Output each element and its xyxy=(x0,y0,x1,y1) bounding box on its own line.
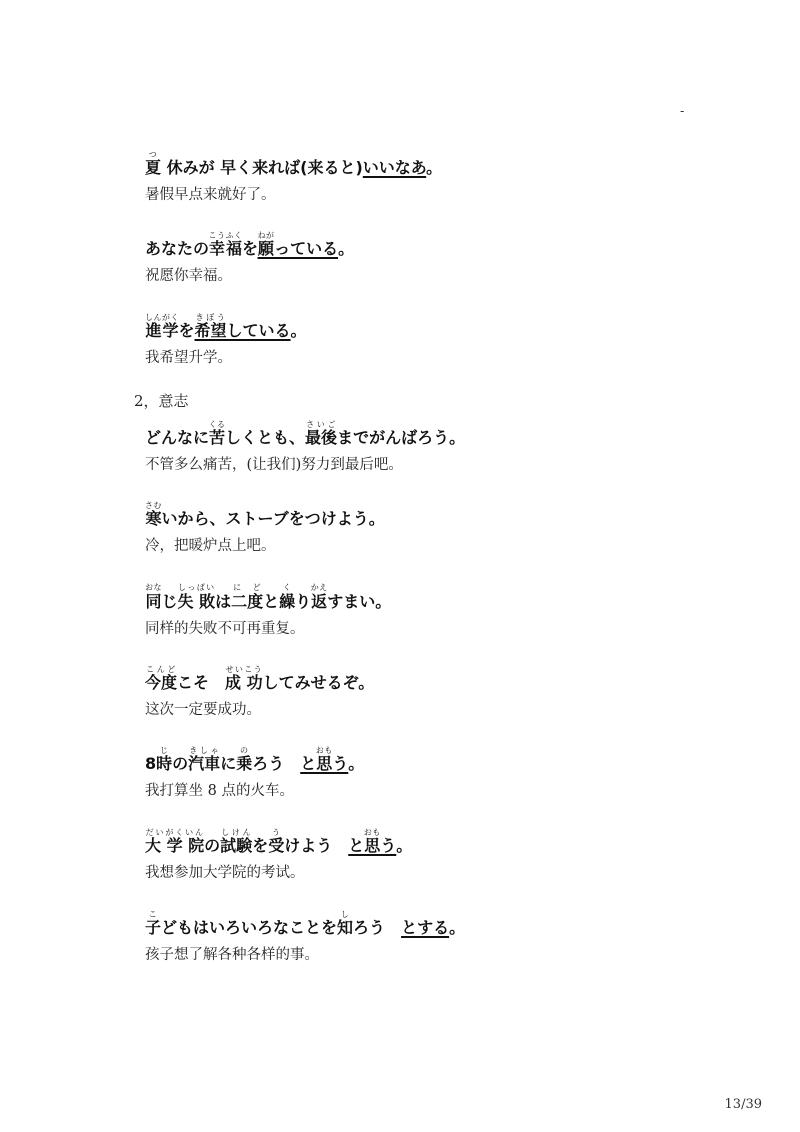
sentence-text: を xyxy=(242,239,259,258)
kanji-with-furigana: 今度こんど xyxy=(145,665,178,692)
sentence-text: の xyxy=(204,836,221,855)
chinese-translation: 我想参加大学院的考试。 xyxy=(145,865,305,881)
furigana-reading: しっぱい xyxy=(177,583,216,592)
furigana-reading: こ xyxy=(145,910,161,919)
sentence-text: こそ xyxy=(177,673,226,692)
furigana-reading: さいご xyxy=(305,420,338,429)
japanese-sentence xyxy=(145,583,745,610)
underlined-grammar-point: っている xyxy=(274,239,339,258)
underlined-grammar-point: う xyxy=(332,754,349,773)
page-number: 13/39 xyxy=(724,1097,762,1112)
furigana-reading: かえ xyxy=(310,583,328,592)
sentence-text: してみせるぞ。 xyxy=(262,673,375,692)
underlined-grammar-point: と xyxy=(348,836,365,855)
japanese-sentence xyxy=(145,665,745,691)
kanji-with-furigana: 繰く xyxy=(279,583,296,611)
sentence-text: 。 xyxy=(348,754,365,773)
chinese-translation: 冷，把暖炉点上吧。 xyxy=(145,538,276,554)
sentence-text: 。 xyxy=(338,239,355,258)
japanese-sentence xyxy=(145,420,745,446)
furigana-reading: きぼう xyxy=(194,313,227,322)
underlined-grammar-point: と xyxy=(300,754,317,773)
kanji-with-furigana: 夏つ xyxy=(145,150,162,177)
furigana-reading: おも xyxy=(363,828,381,837)
japanese-sentence xyxy=(145,231,745,257)
example-sentence xyxy=(145,501,745,554)
kanji-with-furigana: 大 学 院だいがくいん xyxy=(145,828,205,855)
kanji-with-furigana: 思おも xyxy=(315,746,333,773)
kanji-with-furigana: 寒さむ xyxy=(145,501,162,528)
sentence-text: いから、ストーブをつけよう。 xyxy=(161,509,385,528)
kanji-with-furigana: 乗の xyxy=(236,746,253,773)
kanji-with-furigana: 知し xyxy=(337,910,354,937)
underlined-grammar-point: とする xyxy=(401,918,450,937)
kanji-with-furigana: 苦くる xyxy=(208,420,226,447)
chinese-translation: 这次一定要成功。 xyxy=(145,702,261,718)
sentence-text: あなたの xyxy=(145,239,210,258)
example-sentence xyxy=(145,231,745,284)
kanji-with-furigana: 時じ xyxy=(156,746,173,773)
kanji-with-furigana: 思おも xyxy=(363,828,381,855)
example-sentence xyxy=(145,150,745,203)
japanese-sentence xyxy=(145,910,745,936)
furigana-reading: し xyxy=(337,910,354,919)
sentence-text: と xyxy=(263,592,280,611)
sentence-text: すまい。 xyxy=(327,592,392,611)
chinese-translation: 祝愿你幸福。 xyxy=(145,268,232,284)
kanji-with-furigana: 試験しけん xyxy=(220,828,253,855)
kanji-with-furigana: 同おな xyxy=(145,583,162,611)
kanji-with-furigana: 成 功せいこう xyxy=(225,665,263,692)
kanji-with-furigana: 進学しんがく xyxy=(145,313,179,340)
furigana-reading: つ xyxy=(145,150,161,159)
chinese-translation: 我希望升学。 xyxy=(145,350,232,366)
section-heading: 2，意志 xyxy=(134,392,189,410)
sentence-text: に xyxy=(220,754,237,773)
chinese-translation: 暑假早点来就好了。 xyxy=(145,187,276,203)
kanji-with-furigana: 受う xyxy=(268,828,285,855)
chinese-translation: 同样的失败不可再重复。 xyxy=(145,621,305,637)
japanese-sentence xyxy=(145,746,745,772)
chinese-translation: 不管多么痛苦，(让我们)努力到最后吧。 xyxy=(145,457,403,473)
sentence-text: の xyxy=(172,754,189,773)
sentence-text: 。 xyxy=(426,158,443,177)
underlined-grammar-point: いいなあ xyxy=(362,158,427,177)
sentence-text: は xyxy=(215,592,232,611)
furigana-reading: く xyxy=(279,583,296,592)
sentence-text: を xyxy=(178,321,195,340)
japanese-sentence xyxy=(145,150,745,176)
sentence-text: ろう xyxy=(353,918,402,937)
furigana-reading: さむ xyxy=(145,501,162,510)
kanji-with-furigana: 願ねが xyxy=(257,231,275,258)
example-sentence xyxy=(145,583,745,637)
example-sentence xyxy=(145,828,745,881)
sentence-text: 8 xyxy=(145,754,157,773)
kanji-with-furigana: 幸福こうふく xyxy=(208,231,243,258)
japanese-sentence xyxy=(145,313,745,339)
kanji-with-furigana: 汽車きしゃ xyxy=(188,746,221,773)
sentence-text: じ xyxy=(161,592,178,611)
sentence-text: ろう xyxy=(252,754,301,773)
furigana-reading: せいこう xyxy=(225,665,263,674)
example-sentence xyxy=(145,313,745,366)
chinese-translation: 我打算坐 8 点的火车。 xyxy=(145,783,294,799)
sentence-text: までがんばろう。 xyxy=(337,428,466,447)
example-sentence xyxy=(145,746,745,799)
furigana-reading: の xyxy=(236,746,253,755)
furigana-reading: う xyxy=(268,828,285,837)
sentence-text: 。 xyxy=(290,321,307,340)
furigana-reading: こうふく xyxy=(208,231,243,240)
furigana-reading: おも xyxy=(315,746,333,755)
furigana-reading: しんがく xyxy=(145,313,179,322)
underlined-grammar-point: している xyxy=(226,321,291,340)
example-sentence xyxy=(145,910,745,963)
furigana-reading: じ xyxy=(156,746,173,755)
sentence-text: 。 xyxy=(449,918,466,937)
sentence-text: しくとも、 xyxy=(225,428,306,447)
kanji-with-furigana: 子こ xyxy=(145,910,162,937)
kanji-with-furigana: 最後さいご xyxy=(305,420,338,447)
furigana-reading: しけん xyxy=(220,828,253,837)
corner-mark: - xyxy=(680,104,685,118)
furigana-reading: きしゃ xyxy=(188,746,221,755)
sentence-text: り xyxy=(295,592,312,611)
kanji-with-furigana: 失 敗しっぱい xyxy=(177,583,216,611)
furigana-reading: ねが xyxy=(257,231,275,240)
japanese-sentence xyxy=(145,501,745,527)
furigana-reading: おな xyxy=(145,583,162,592)
japanese-sentence xyxy=(145,828,745,854)
sentence-text: どもはいろいろなことを xyxy=(161,918,338,937)
underlined-grammar-point: う xyxy=(380,836,397,855)
chinese-translation: 孩子想了解各种各样的事。 xyxy=(145,947,319,963)
furigana-reading: だいがくいん xyxy=(145,828,205,837)
kanji-with-furigana: 希望きぼう xyxy=(194,313,227,340)
sentence-text: どんなに xyxy=(145,428,210,447)
sentence-text: けよう xyxy=(284,836,349,855)
sentence-text: 。 xyxy=(396,836,413,855)
kanji-with-furigana: 二度に ど xyxy=(231,583,264,611)
sentence-text: 休みが 早く来れば(来ると) xyxy=(161,158,363,177)
furigana-reading: くる xyxy=(208,420,226,429)
furigana-reading: こんど xyxy=(145,665,177,674)
example-sentence xyxy=(145,420,745,473)
furigana-reading: に ど xyxy=(231,583,264,592)
sentence-text: を xyxy=(252,836,269,855)
kanji-with-furigana: 返かえ xyxy=(310,583,328,611)
example-sentence xyxy=(145,665,745,718)
